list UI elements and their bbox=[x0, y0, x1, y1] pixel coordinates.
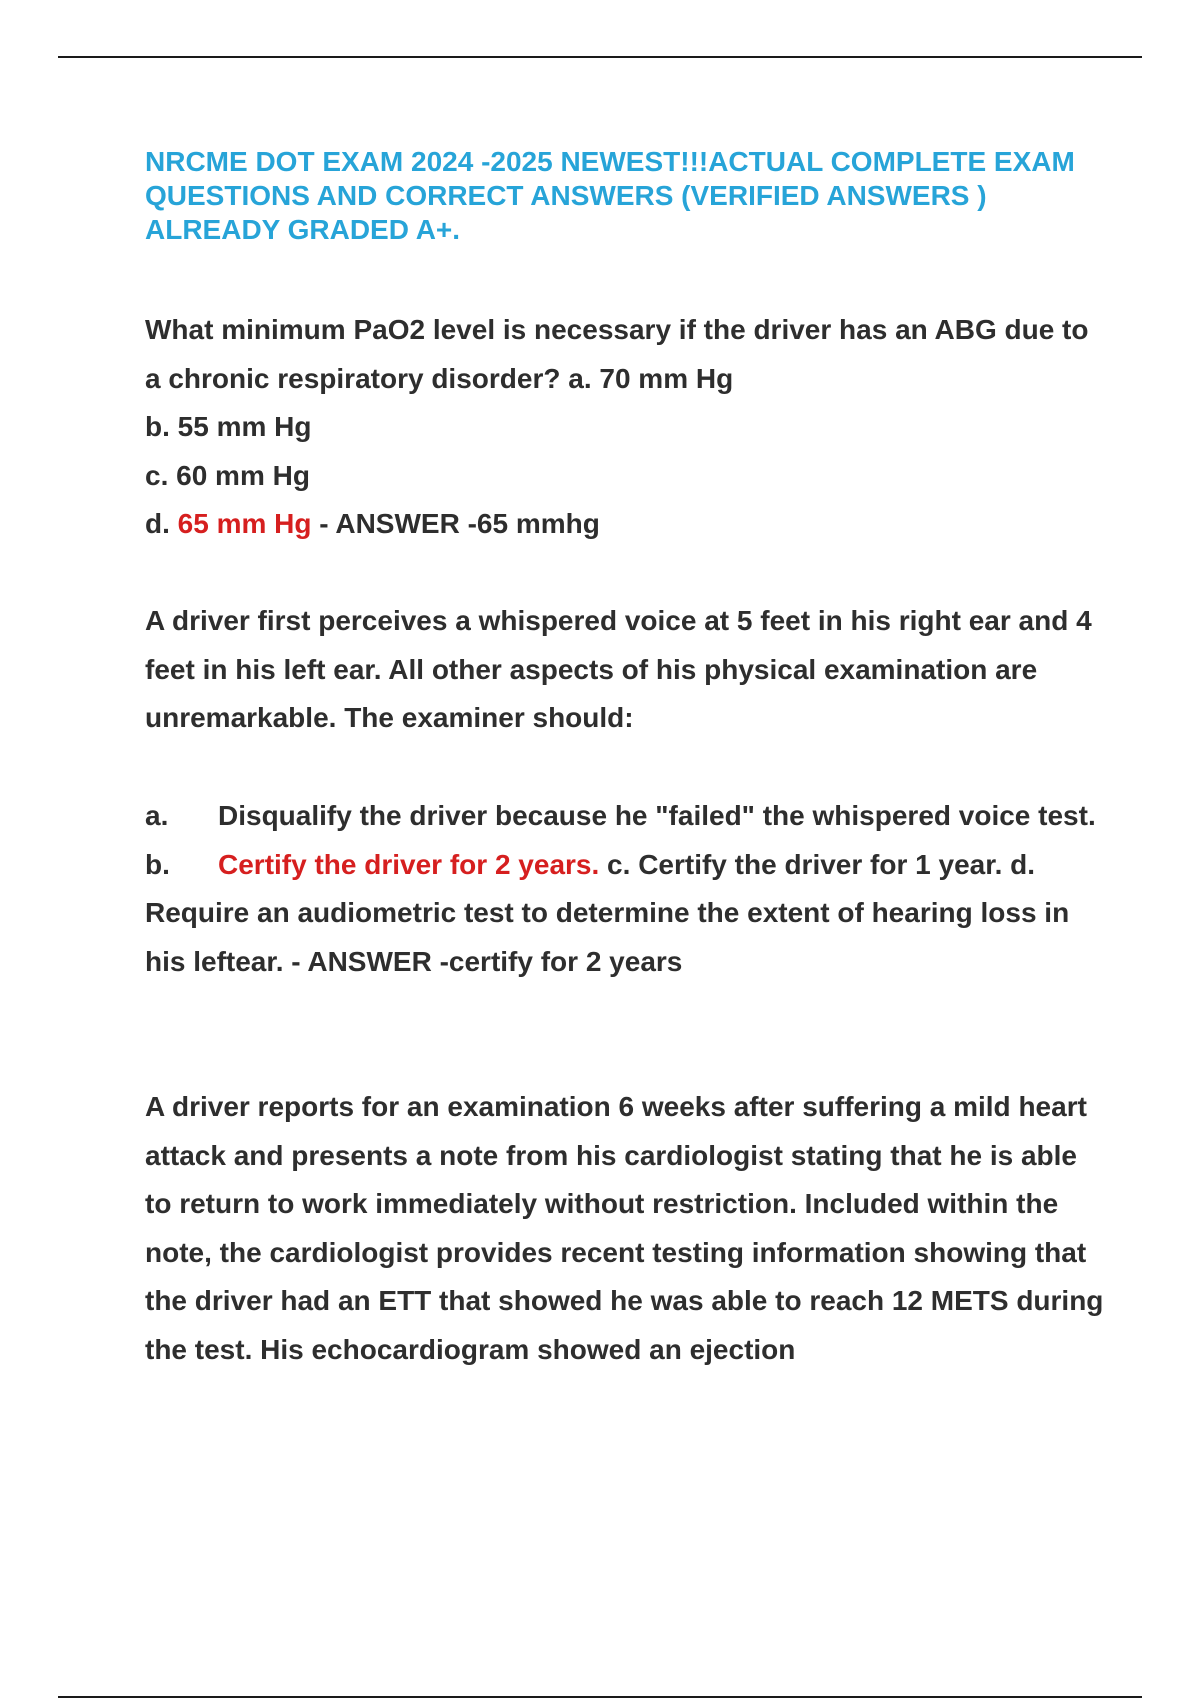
question-1-option-b: b. 55 mm Hg bbox=[145, 411, 312, 442]
question-2-rest: c. Certify the driver for 1 year. d. Require an audiometric test to determine the extent of hearing loss in his leftear. - ANSWER -certify for 2 years bbox=[145, 848, 1070, 977]
question-2-option-b-letter: b. bbox=[145, 848, 170, 880]
question-2-option-b bbox=[145, 841, 1105, 987]
question-1-option-c: c. 60 mm Hg bbox=[145, 459, 310, 491]
question-2-option-a-text: Disqualify the driver because he "failed" the whispered voice test. bbox=[218, 800, 1096, 831]
question-1-correct-option: 65 mm Hg bbox=[177, 508, 312, 539]
question-3 bbox=[145, 1083, 1105, 1374]
question-2-options bbox=[145, 792, 1105, 986]
question-1-answer: - ANSWER -65 mmhg bbox=[311, 508, 600, 539]
question-2 bbox=[145, 597, 1105, 743]
question-3-stem: A driver reports for an examination 6 weeks after suffering a mild heart attack and presents a note from his cardiologist stating that he is able to return to work immediately without restriction. Included within the note, the cardiologist provides recent testing information showing that the driver had an ETT that showed he was able to reach 12 METS during the test. His echocardiogram showed an ejection bbox=[145, 1091, 1104, 1365]
question-2-option-a-letter: a. bbox=[145, 800, 169, 831]
question-1-option-d bbox=[145, 500, 1105, 549]
question-1-option-d-prefix: d. bbox=[145, 508, 178, 539]
top-rule bbox=[58, 56, 1142, 58]
question-1-stem: What minimum PaO2 level is necessary if the driver has an ABG due to a chronic respiratory disorder? a. 70 mm Hg bbox=[145, 314, 1089, 394]
question-2-correct-option: Certify the driver for 2 years. bbox=[218, 848, 600, 880]
question-2-stem: A driver first perceives a whispered voice at 5 feet in his right ear and 4 feet in his left ear. All other aspects of his physical examination are unremarkable. The examiner should: bbox=[145, 605, 1092, 733]
question-1 bbox=[145, 306, 1105, 549]
document-title: NRCME DOT EXAM 2024 -2025 NEWEST!!!ACTUAL COMPLETE EXAM QUESTIONS AND CORRECT ANSWERS (VERIFIED ANSWERS ) ALREADY GRADED A+. bbox=[145, 146, 1075, 245]
bottom-rule bbox=[58, 1696, 1142, 1698]
question-2-option-a bbox=[145, 792, 1105, 841]
